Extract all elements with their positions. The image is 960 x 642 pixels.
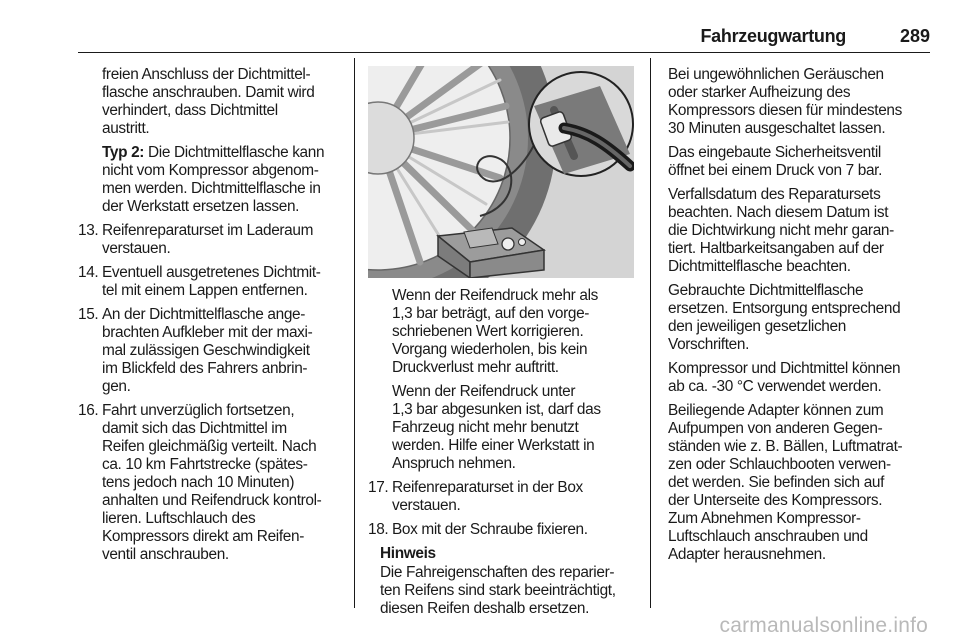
step-15: 15. An der Dichtmittelflasche ange- brachten Aufkleber mit der maxi- mal zulässigen Geschwindigkeit im Blickfeld des Fahrers anbrin- gen. [78, 306, 313, 395]
column-divider-left [354, 58, 355, 608]
column-divider-right [650, 58, 651, 608]
step-number: 13. [78, 222, 99, 239]
temperature-paragraph: Kompressor und Dichtmittel können ab ca. -30 °C verwendet werden. [668, 360, 901, 395]
tire-repair-illustration [368, 66, 634, 278]
page-number: 289 [899, 26, 930, 46]
step-number: 17. [368, 479, 389, 496]
type2-paragraph: Typ 2: Die Dichtmittelflasche kann nicht vom Kompressor abgenom- men werden. Dichtmittelflasche in der Werkstatt ersetzen lassen. [102, 144, 325, 215]
note-box: Hinweis Die Fahreigenschaften des reparier- ten Reifens sind stark beeinträchtigt, diesen Reifen deshalb ersetzen. [368, 545, 634, 618]
column-3 [668, 66, 930, 570]
safety-valve-paragraph: Das eingebaute Sicherheitsventil öffnet bei einem Druck von 7 bar. [668, 144, 883, 179]
step-17: 17. Reifenreparaturset in der Box verstauen. [368, 479, 583, 514]
column-1 [78, 66, 344, 570]
step-13: 13. Reifenreparaturset im Laderaum verstauen. [78, 222, 314, 257]
step-number: 18. [368, 521, 389, 538]
noise-paragraph: Bei ungewöhnlichen Geräuschen oder starker Aufheizung des Kompressors diesen für mindestens 30 Minuten ausgeschaltet lassen. [668, 66, 902, 137]
note-title: Hinweis [380, 545, 436, 562]
step-number: 14. [78, 264, 99, 281]
header-rule [78, 52, 930, 53]
valve-detail-inset [529, 72, 633, 176]
step-14: 14. Eventuell ausgetretenes Dichtmit- tel mit einem Lappen entfernen. [78, 264, 321, 299]
pressure-above-paragraph: Wenn der Reifendruck mehr als 1,3 bar beträgt, auf den vorge- schriebenen Wert korrigieren. Vorgang wiederholen, bis kein Druckverlust mehr auftritt. [392, 287, 598, 376]
intro-paragraph: freien Anschluss der Dichtmittel- flasche anschrauben. Damit wird verhindert, dass Dichtmittel austritt. [102, 66, 315, 137]
step-18: 18. Box mit der Schraube fixieren. [368, 521, 588, 538]
disposal-paragraph: Gebrauchte Dichtmittelflasche ersetzen. Entsorgung entsprechend den jeweiligen gesetzlichen Vorschriften. [668, 282, 901, 353]
expiry-paragraph: Verfallsdatum des Reparatursets beachten. Nach diesem Datum ist die Dichtwirkung nicht mehr garan- tiert. Haltbarkeitsangaben auf der Dichtmittelflasche beachten. [668, 186, 894, 275]
watermark-text: carmanualsonline.info [719, 614, 928, 637]
type2-label: Typ 2: [102, 144, 145, 161]
adapter-paragraph: Beiliegende Adapter können zum Aufpumpen von anderen Gegen- ständen wie z. B. Bällen, Luftmatrat- zen oder Schlauchbooten verwen- det werden. Sie befinden sich auf der Unterseite des Kompressors. Zum Abnehmen Kompressor- Luftschlauch anschrauben und Adapter herausnehmen. [668, 402, 903, 563]
page-header-title: Fahrzeugwartung [700, 26, 846, 46]
step-number: 16. [78, 402, 99, 419]
step-16: 16. Fahrt unverzüglich fortsetzen, damit sich das Dichtmittel im Reifen gleichmäßig verteilt. Nach ca. 10 km Fahrtstrecke (spätes- tens jedoch nach 10 Minuten) anhalten und Reifendruck kontrol- lieren. Luftschlauch des Kompressors direkt am Reifen- ventil anschrauben. [78, 402, 322, 563]
step-number: 15. [78, 306, 99, 323]
column-2 [368, 66, 634, 618]
pressure-below-paragraph: Wenn der Reifendruck unter 1,3 bar abgesunken ist, darf das Fahrzeug nicht mehr benutzt werden. Hilfe einer Werkstatt in Anspruch nehmen. [392, 383, 601, 472]
